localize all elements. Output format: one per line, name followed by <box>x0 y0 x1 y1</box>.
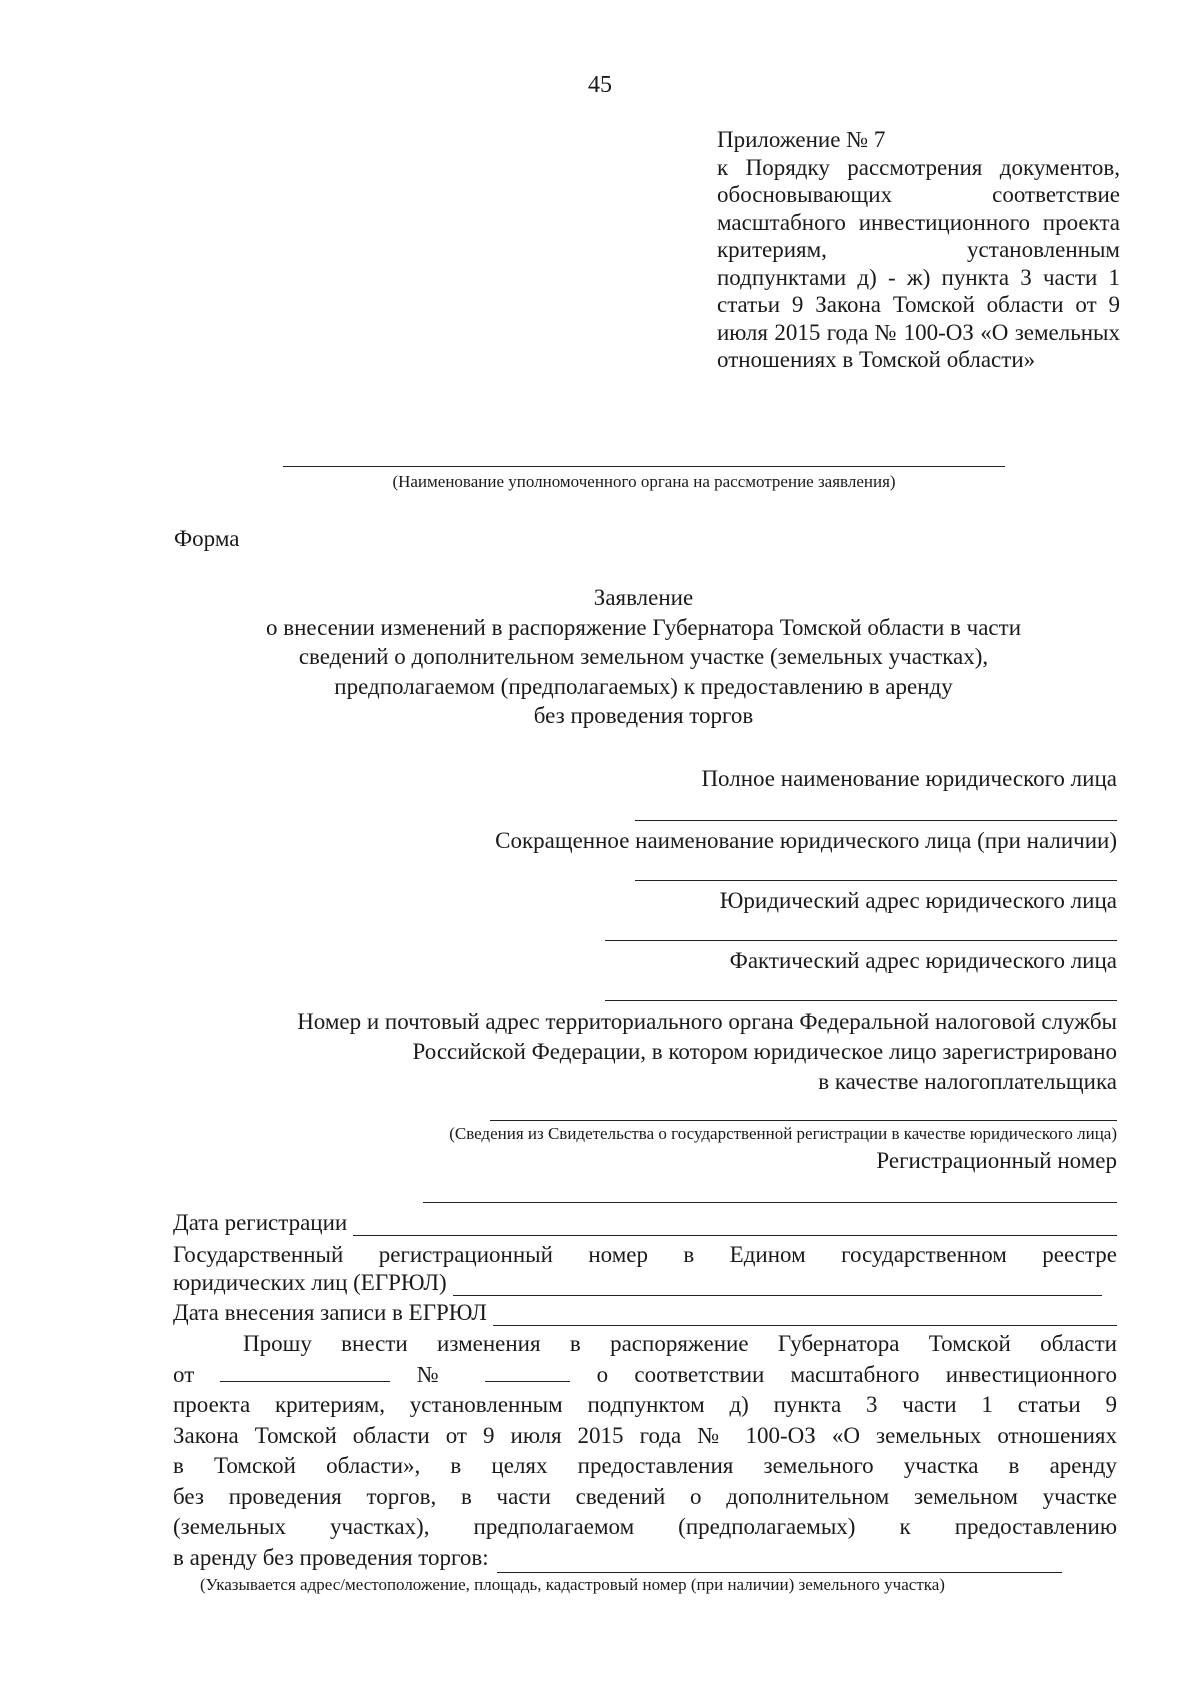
form-label: Форма <box>174 526 240 551</box>
egrul-number-field[interactable] <box>453 1275 1102 1296</box>
org-caption: (Наименование уполномоченного органа на рассмотрение заявления) <box>392 472 896 491</box>
egrul-line-1: Государственный регистрационный номер в Едином государственном реестре <box>173 1242 1117 1267</box>
plot-caption: (Указывается адрес/местоположение, площадь, кадастровый номер (при наличии) земельного участка) <box>200 1575 945 1594</box>
egrul-row <box>173 1270 1102 1296</box>
request-no-label: № <box>416 1361 460 1387</box>
tax-authority-block <box>157 1007 1117 1097</box>
tax-line-2: Российской Федерации, в котором юридическое лицо зарегистрировано <box>412 1039 1117 1064</box>
egrul-date-row <box>173 1300 1117 1326</box>
reg-date-label: Дата регистрации <box>173 1210 348 1235</box>
request-line-3: проекта критериям, установленным подпунктом д) пункта 3 части 1 статьи 9 <box>173 1392 1117 1417</box>
egrul-date-label: Дата внесения записи в ЕГРЮЛ <box>173 1300 487 1325</box>
title-heading: Заявление <box>593 585 694 610</box>
title-line-4: без проведения торгов <box>533 703 754 728</box>
land-plot-field[interactable] <box>497 1552 1062 1573</box>
full-name-label: Полное наименование юридического лица <box>701 766 1117 791</box>
request-line-2 <box>173 1360 1117 1391</box>
request-paragraph <box>173 1329 1117 1573</box>
reg-date-row <box>173 1210 1117 1236</box>
reg-number-label: Регистрационный номер <box>876 1148 1117 1173</box>
page-number: 45 <box>588 72 612 98</box>
request-line-4: Закона Томской области от 9 июля 2015 года № 100-ОЗ «О земельных отношениях <box>173 1422 1117 1448</box>
legal-address-line <box>605 940 1117 941</box>
request-line-2-rest: о соответствии масштабного инвестиционного <box>596 1361 1118 1387</box>
actual-address-line <box>605 1000 1117 1001</box>
request-line-7: (земельных участках), предполагаемом (предполагаемых) к предоставлению <box>173 1514 1117 1539</box>
order-date-field[interactable] <box>220 1361 390 1382</box>
tax-line-1: Номер и почтовый адрес территориального органа Федеральной налоговой службы <box>297 1009 1117 1034</box>
legal-address-label: Юридический адрес юридического лица <box>719 888 1117 913</box>
full-name-line <box>635 820 1117 821</box>
short-name-label: Сокращенное наименование юридического лица (при наличии) <box>495 828 1117 853</box>
certificate-caption: (Сведения из Свидетельства о государственной регистрации в качестве юридического лица) <box>449 1124 1117 1143</box>
appendix-block <box>717 126 1120 374</box>
egrul-block <box>173 1240 1117 1271</box>
tax-line-3: в качестве налогоплательщика <box>818 1069 1117 1094</box>
reg-number-line <box>423 1202 1117 1203</box>
document-title <box>170 583 1117 731</box>
appendix-title: Приложение № 7 <box>717 127 886 152</box>
appendix-text: к Порядку рассмотрения документов, обосновывающих соответствие масштабного инвестиционного проекта критериям, установленным подпунктами д) - ж) пункта 3 части 1 статьи 9 Закона Томской области от 9 июля 2015 года № 100-ОЗ «О земельных отношениях в Томской области» <box>717 154 1120 372</box>
request-line-1: Прошу внести изменения в распоряжение Губернатора Томской области <box>243 1331 1117 1356</box>
tax-authority-line <box>490 1120 1117 1121</box>
request-from-label: от <box>173 1361 195 1387</box>
actual-address-label: Фактический адрес юридического лица <box>729 948 1117 973</box>
request-line-6: без проведения торгов, в части сведений о дополнительном земельном участке <box>173 1483 1117 1509</box>
short-name-line <box>635 880 1117 881</box>
title-line-1: о внесении изменений в распоряжение Губернатора Томской области в части <box>265 614 1022 640</box>
request-line-8 <box>173 1543 1117 1574</box>
reg-date-field[interactable] <box>353 1215 1117 1236</box>
org-name-line <box>283 466 1005 467</box>
order-number-field[interactable] <box>485 1361 570 1382</box>
request-line-8-text: в аренду без проведения торгов: <box>173 1544 489 1570</box>
request-line-5: в Томской области», в целях предоставления земельного участка в аренду <box>173 1453 1117 1478</box>
egrul-line-2: юридических лиц (ЕГРЮЛ) <box>173 1270 447 1295</box>
title-line-3: предполагаемом (предполагаемых) к предоставлению в аренду <box>334 673 953 699</box>
title-line-2: сведений о дополнительном земельном участке (земельных участках), <box>298 644 989 669</box>
egrul-date-field[interactable] <box>493 1305 1117 1326</box>
